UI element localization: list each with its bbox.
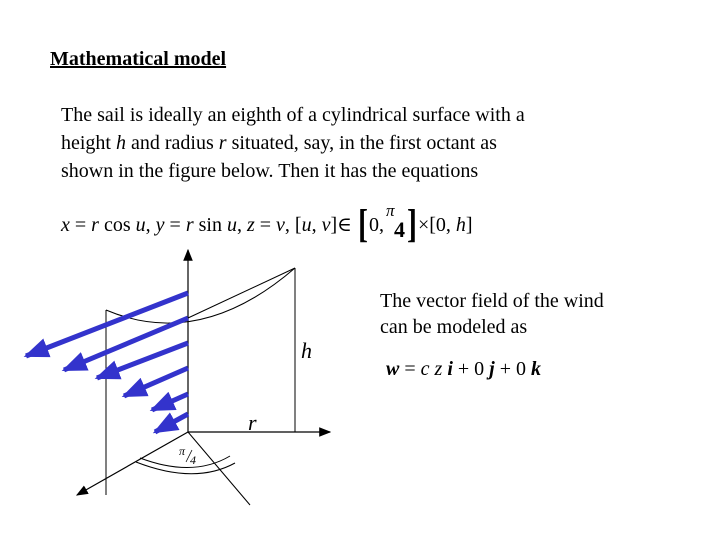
eq-equals: = (164, 214, 186, 236)
eq-sep: , (236, 214, 247, 236)
eq-z: z (246, 214, 255, 236)
weq-c: c (420, 358, 430, 380)
wind-line-1: The vector field of the wind (380, 290, 604, 312)
eq-equals: = (69, 214, 92, 236)
wind-description (380, 288, 680, 340)
paragraph-line-1: The sail is ideally an eighth of a cylindrical surface with a (61, 104, 525, 126)
eq-v: v (276, 214, 285, 236)
wind-equation (386, 358, 541, 381)
eq-interval: [0, (429, 214, 456, 236)
x-axis (77, 432, 188, 495)
weq-z: z (429, 358, 448, 380)
eq-x: x (61, 214, 70, 236)
text-span: height (61, 132, 116, 154)
label-4: 4 (190, 453, 196, 467)
var-h: h (116, 132, 126, 154)
eq-u: u (226, 214, 237, 236)
weq-plus-zero: + 0 (452, 358, 490, 380)
eq-y: y (155, 214, 165, 236)
eq-zero: 0, (368, 214, 384, 236)
wind-arrows (26, 293, 188, 432)
label-r: r (248, 410, 257, 435)
var-r: r (218, 132, 227, 154)
weq-j: j (489, 358, 495, 380)
eq-pi: π (385, 201, 395, 220)
eq-comma: , (311, 214, 322, 236)
eq-sep: , (145, 214, 156, 236)
eq-times: × (417, 214, 430, 236)
eq-sin: sin (193, 214, 227, 236)
eq-bracket: ] (465, 214, 473, 236)
weq-i: i (447, 358, 453, 380)
wind-arrow (26, 293, 188, 356)
wind-arrow (155, 414, 188, 432)
angle-ray (188, 432, 250, 505)
weq-equals: = (399, 358, 421, 380)
eq-h: h (455, 214, 466, 236)
label-pi: π (179, 444, 186, 458)
eq-cos: cos (98, 214, 136, 236)
slide-title: Mathematical model (50, 48, 227, 70)
paragraph-line-3: shown in the figure below. Then it has the equations (61, 160, 479, 182)
text-span: situated, say, in the first octant as (226, 132, 497, 154)
text-span: and radius (126, 132, 219, 154)
weq-k: k (531, 358, 541, 380)
eq-sep: , (284, 214, 295, 236)
weq-plus-zero: + 0 (494, 358, 531, 380)
eq-v: v (321, 214, 331, 236)
wind-arrow (124, 368, 188, 396)
wind-arrow (152, 394, 188, 410)
label-h: h (301, 338, 312, 363)
weq-w: w (386, 358, 400, 380)
eq-r: r (91, 214, 99, 236)
wind-line-2: can be modeled as (380, 316, 528, 338)
eq-bracket: [ (294, 214, 302, 236)
eq-four: 4 (393, 217, 405, 242)
wind-arrow (64, 318, 188, 370)
eq-r: r (185, 214, 194, 236)
eq-big-bracket: [ (357, 202, 368, 247)
eq-element-of: ∈ (337, 214, 357, 236)
eq-u: u (135, 214, 146, 236)
eq-equals: = (254, 214, 277, 236)
eq-u: u (301, 214, 312, 236)
top-radius-line (188, 268, 295, 318)
eq-bracket: ] (330, 214, 338, 236)
eq-big-bracket: ] (406, 202, 417, 247)
